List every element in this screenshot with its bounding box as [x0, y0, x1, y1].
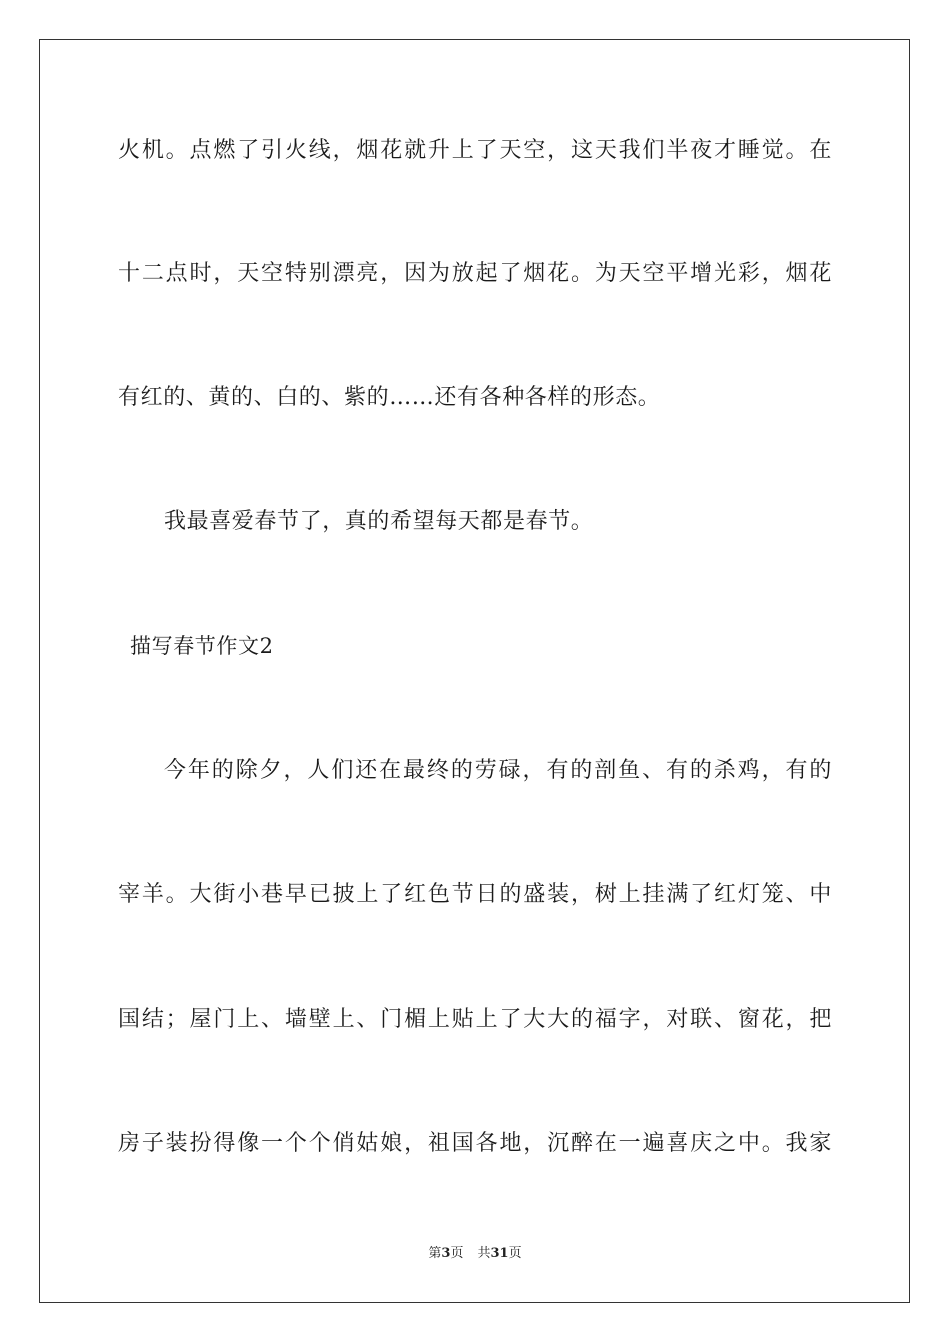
text-line: 国结；屋门上、墙壁上、门楣上贴上了大大的福字，对联、窗花，把	[118, 1007, 832, 1032]
page-suffix: 页	[450, 1246, 464, 1261]
text-line: 有红的、黄的、白的、紫的……还有各种各样的形态。	[118, 385, 661, 410]
text-line: 房子装扮得像一个个俏姑娘，祖国各地，沉醉在一遍喜庆之中。我家	[118, 1131, 832, 1156]
total-pages: 31	[490, 1246, 509, 1261]
text-line: 宰羊。大街小巷早已披上了红色节日的盛装，树上挂满了红灯笼、中	[118, 882, 832, 907]
text-line: 我最喜爱春节了，真的希望每天都是春节。	[164, 509, 594, 534]
page-footer	[0, 1244, 950, 1264]
total-prefix: 共	[477, 1246, 491, 1261]
text-line: 十二点时，天空特别漂亮，因为放起了烟花。为天空平增光彩，烟花	[118, 261, 832, 286]
page-prefix: 第	[428, 1246, 442, 1261]
section-heading: 描写春节作文2	[130, 634, 274, 658]
page-frame	[39, 39, 910, 1303]
page-number: 3	[441, 1246, 451, 1261]
text-line: 今年的除夕，人们还在最终的劳碌，有的剖鱼、有的杀鸡，有的	[164, 758, 832, 783]
total-suffix: 页	[508, 1246, 522, 1261]
text-line: 火机。点燃了引火线，烟花就升上了天空，这天我们半夜才睡觉。在	[118, 138, 832, 163]
